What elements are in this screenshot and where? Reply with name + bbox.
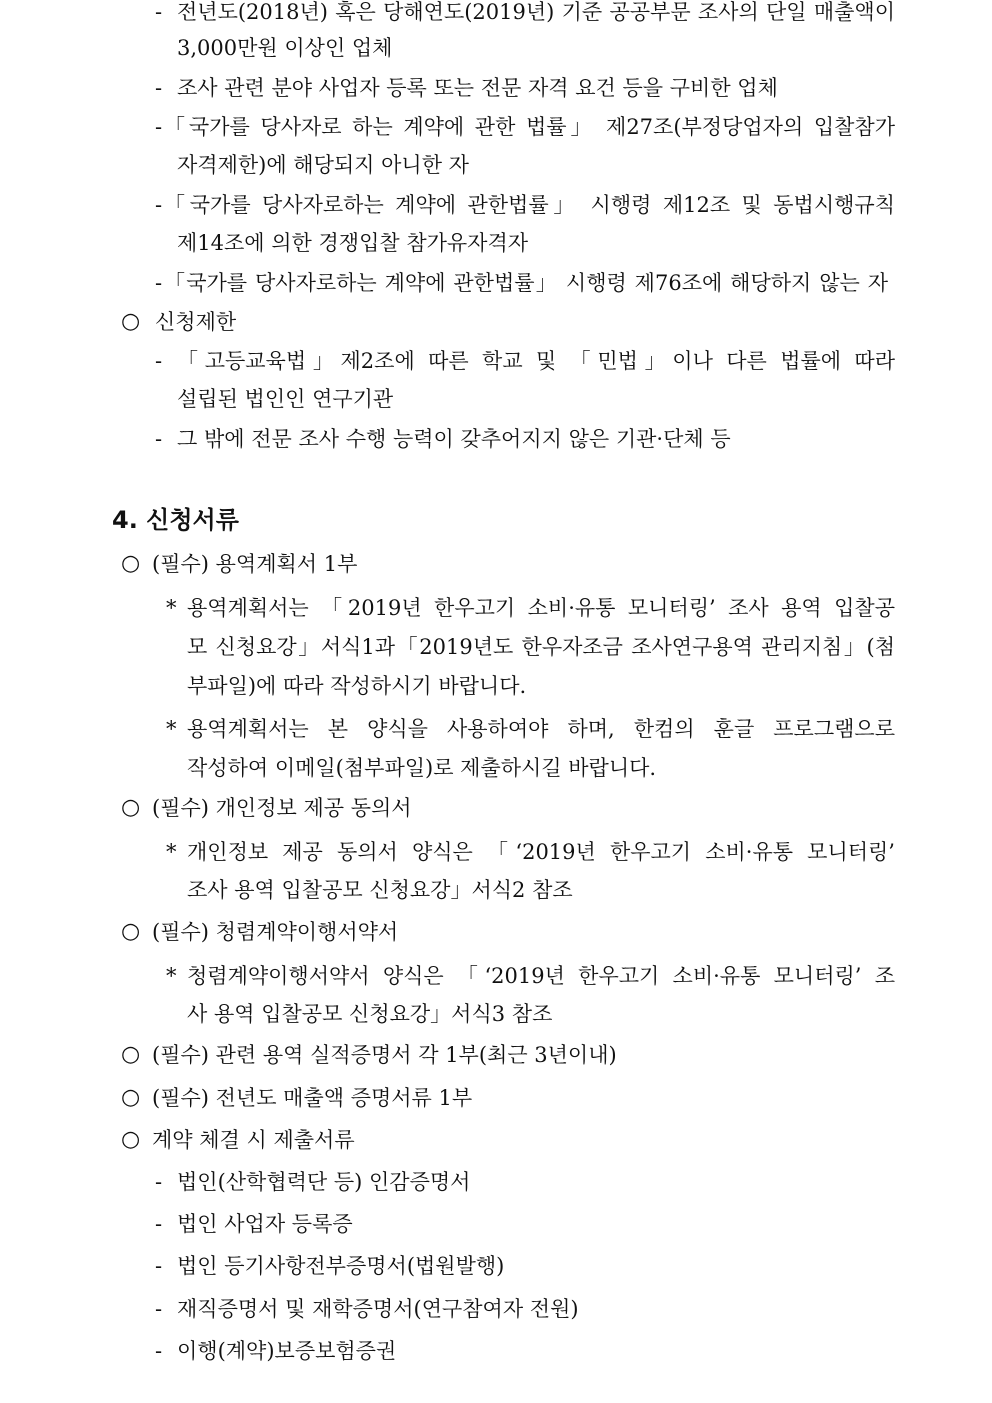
doc-1-note-2-line-1: 용역계획서는 본 양식을 사용하여야 하며, 한컴의 훈글 프로그램으로 — [187, 717, 895, 741]
dash-mark: - — [155, 349, 163, 373]
contract-doc-3: 법인 등기사항전부증명서(법원발행) — [177, 1254, 505, 1278]
dash-mark: - — [155, 1170, 163, 1194]
circle-bullet-icon: ○ — [121, 309, 141, 334]
doc-5-title: (필수) 전년도 매출액 증명서류 1부 — [152, 1086, 473, 1110]
doc-3-note-line-2: 사 용역 입찰공모 신청요강」서식3 참조 — [187, 1002, 553, 1026]
dash-mark: - — [155, 1339, 163, 1363]
doc-2-note-line-2: 조사 용역 입찰공모 신청요강」서식2 참조 — [187, 878, 573, 902]
eligibility-item-1-line-2: 3,000만원 이상인 업체 — [177, 36, 393, 60]
asterisk-mark: * — [166, 964, 177, 988]
contract-doc-5: 이행(계약)보증보험증권 — [177, 1339, 397, 1363]
doc-1-note-1-line-2: 모 신청요강」서식1과「2019년도 한우자조금 조사연구용역 관리지침」(첨 — [187, 635, 895, 659]
dash-mark: - — [155, 115, 163, 139]
asterisk-mark: * — [166, 840, 177, 864]
doc-3-note-line-1: 청렴계약이행서약서 양식은 「‘2019년 한우고기 소비·유통 모니터링’ 조 — [187, 964, 895, 988]
restriction-item-2: 그 밖에 전문 조사 수행 능력이 갖추어지지 않은 기관·단체 등 — [177, 427, 731, 451]
dash-mark: - — [155, 0, 163, 24]
contract-doc-1: 법인(산학협력단 등) 인감증명서 — [177, 1170, 471, 1194]
dash-mark: - — [155, 1212, 163, 1236]
circle-bullet-icon: ○ — [121, 551, 141, 576]
restriction-item-1-line-1: 「고등교육법」제2조에 따른 학교 및 「민법」이나 다른 법률에 따라 — [177, 349, 895, 373]
doc-2-title: (필수) 개인정보 제공 동의서 — [152, 796, 412, 820]
dash-mark: - — [155, 193, 163, 217]
dash-mark: - — [155, 427, 163, 451]
doc-3-title: (필수) 청렴계약이행서약서 — [152, 920, 399, 944]
circle-bullet-icon: ○ — [121, 1127, 141, 1152]
restriction-title: 신청제한 — [155, 310, 237, 334]
restriction-item-1-line-2: 설립된 법인인 연구기관 — [177, 387, 394, 411]
eligibility-item-4-line-1: 「국가를 당사자로하는 계약에 관한법률」 시행령 제12조 및 동법시행규칙 — [164, 193, 895, 217]
doc-1-title: (필수) 용역계획서 1부 — [152, 552, 358, 576]
doc-1-note-1-line-1: 용역계획서는 「2019년 한우고기 소비·유통 모니터링’ 조사 용역 입찰공 — [187, 596, 895, 620]
contract-doc-2: 법인 사업자 등록증 — [177, 1212, 353, 1236]
eligibility-item-1-line-1: 전년도(2018년) 혹은 당해연도(2019년) 기준 공공부문 조사의 단일 매출액이 — [177, 0, 895, 24]
section-heading: 4. 신청서류 — [112, 506, 239, 534]
doc-1-note-2-line-2: 작성하여 이메일(첨부파일)로 제출하시길 바랍니다. — [187, 756, 657, 780]
eligibility-item-3-line-1: 「국가를 당사자로 하는 계약에 관한 법률」 제27조(부정당업자의 입찰참가 — [164, 115, 895, 139]
contract-docs-title: 계약 체결 시 제출서류 — [152, 1128, 355, 1152]
doc-4-title: (필수) 관련 용역 실적증명서 각 1부(최근 3년이내) — [152, 1043, 617, 1067]
dash-mark: - — [155, 271, 163, 295]
eligibility-item-2: 조사 관련 분야 사업자 등록 또는 전문 자격 요건 등을 구비한 업체 — [177, 76, 778, 100]
circle-bullet-icon: ○ — [121, 795, 141, 820]
dash-mark: - — [155, 1297, 163, 1321]
circle-bullet-icon: ○ — [121, 919, 141, 944]
asterisk-mark: * — [166, 717, 177, 741]
eligibility-item-4-line-2: 제14조에 의한 경쟁입찰 참가유자격자 — [177, 231, 529, 255]
asterisk-mark: * — [166, 596, 177, 620]
circle-bullet-icon: ○ — [121, 1042, 141, 1067]
contract-doc-4: 재직증명서 및 재학증명서(연구참여자 전원) — [177, 1297, 579, 1321]
eligibility-item-3-line-2: 자격제한)에 해당되지 아니한 자 — [177, 153, 469, 177]
doc-1-note-1-line-3: 부파일)에 따라 작성하시기 바랍니다. — [187, 674, 527, 698]
dash-mark: - — [155, 1254, 163, 1278]
circle-bullet-icon: ○ — [121, 1085, 141, 1110]
dash-mark: - — [155, 76, 163, 100]
eligibility-item-5: 「국가를 당사자로하는 계약에 관한법률」 시행령 제76조에 해당하지 않는 자 — [164, 271, 888, 295]
doc-2-note-line-1: 개인정보 제공 동의서 양식은 「‘2019년 한우고기 소비·유통 모니터링’ — [187, 840, 895, 864]
